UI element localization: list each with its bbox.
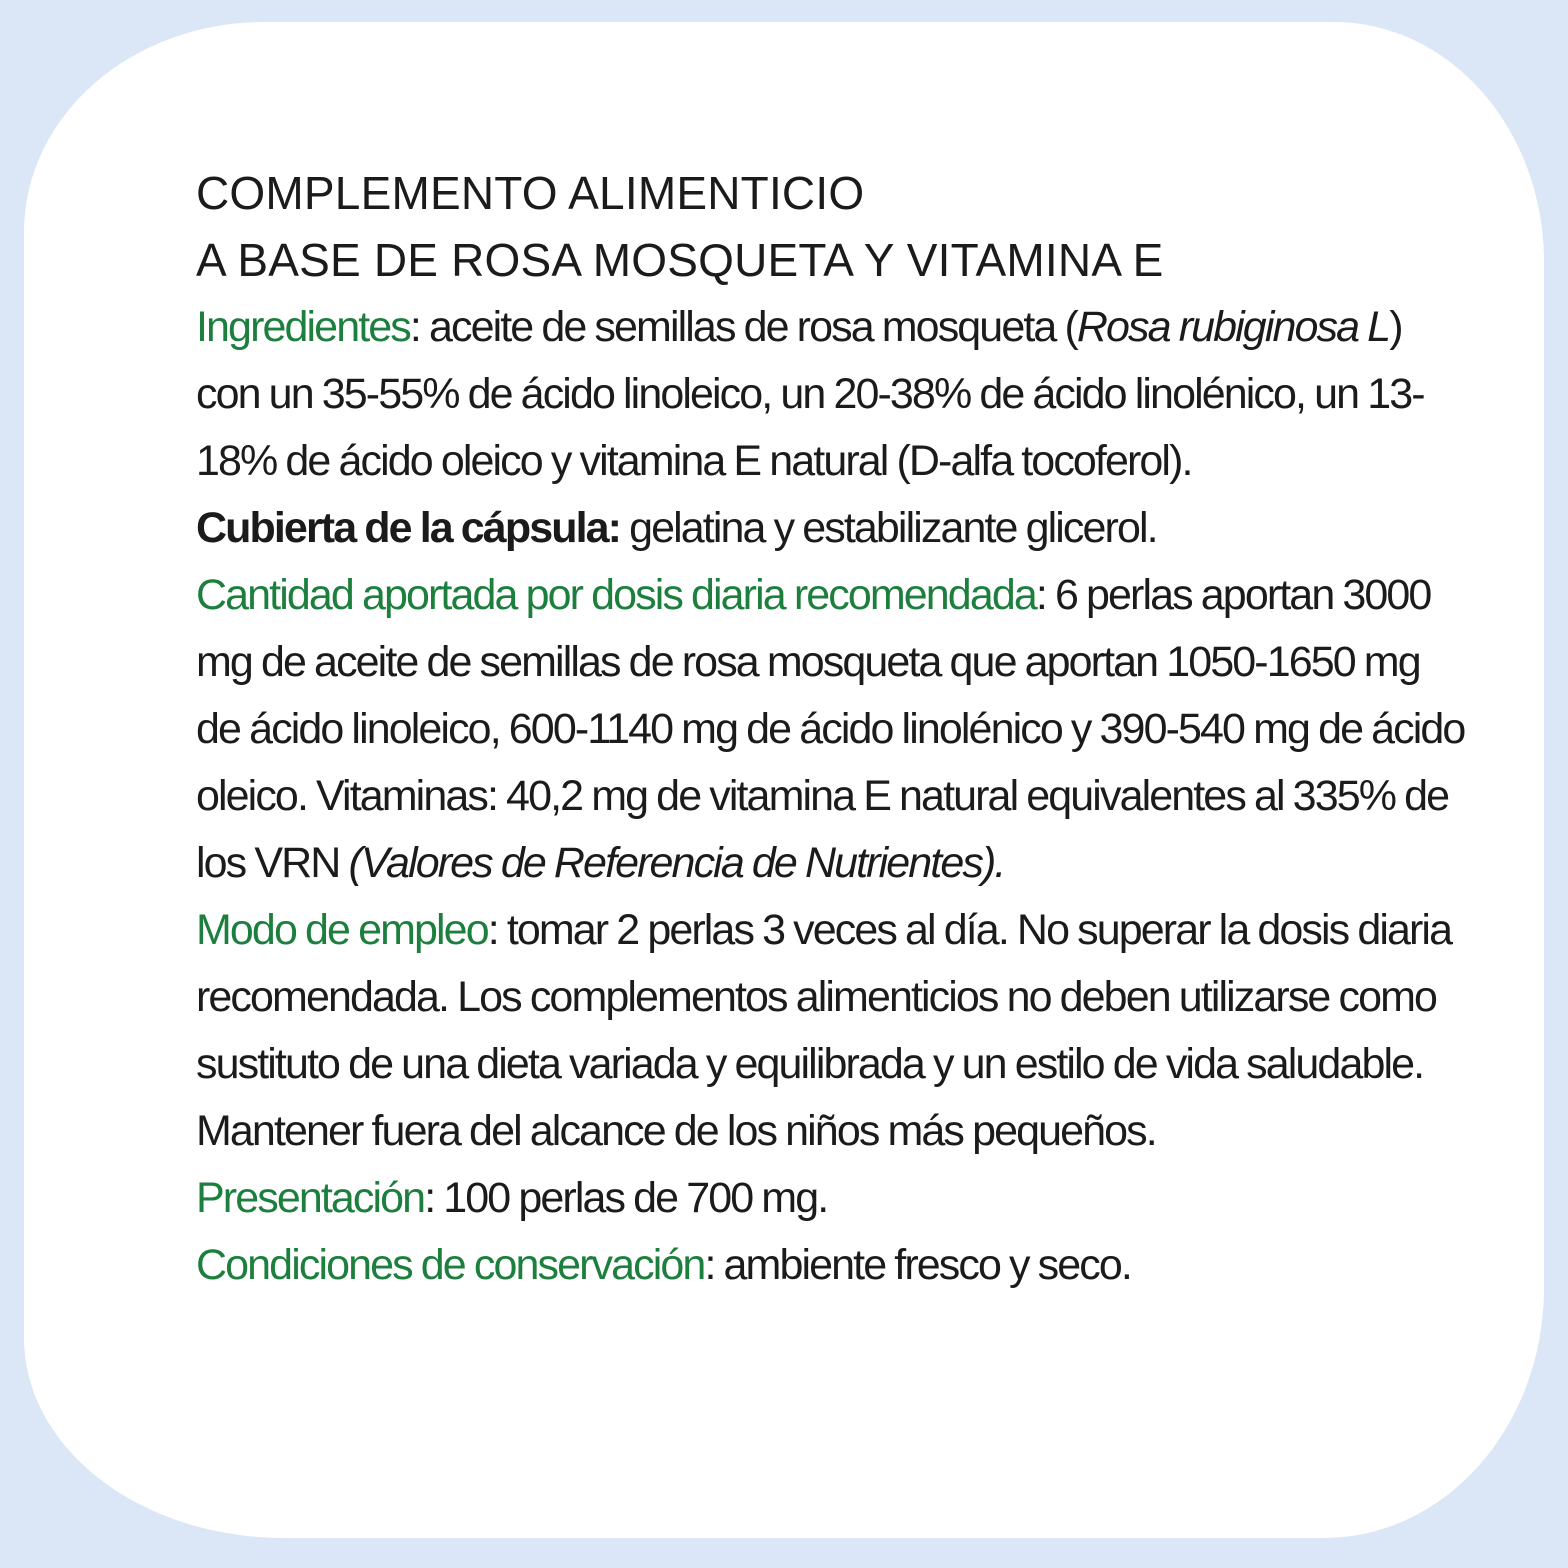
label-text-block: [196, 160, 1466, 1299]
presentation-text: 100 perlas de 700 mg.: [443, 1174, 828, 1222]
ingredients-heading: Ingredientes: [196, 303, 410, 351]
species-name: Rosa rubiginosa L: [1076, 303, 1390, 351]
storage-heading: Condiciones de conservación: [196, 1241, 705, 1289]
ingredients-paragraph: [196, 294, 1466, 495]
capsule-text: gelatina y estabilizante glicerol.: [620, 504, 1157, 552]
ingredients-text-2: ) con un 35-55% de ácido linoleico, un 20-38% de ácido linolénico, un 13-18% de ácido oleico y vitamina E natural (D-alfa tocoferol).: [196, 303, 1424, 485]
dose-paragraph: [196, 562, 1466, 897]
dose-sep: :: [1035, 571, 1055, 619]
storage-text: ambiente fresco y seco.: [723, 1241, 1131, 1289]
capsule-heading: Cubierta de la cápsula:: [196, 504, 621, 552]
dose-heading: Cantidad aportada por dosis diaria recomendada: [196, 571, 1036, 619]
storage-sep: :: [704, 1241, 724, 1289]
presentation-heading: Presentación: [196, 1174, 425, 1222]
storage-paragraph: [196, 1232, 1466, 1299]
dose-text: 6 perlas aportan 3000 mg de aceite de semillas de rosa mosqueta que aportan 1050-1650 mg de ácido linoleico, 600-1140 mg de ácido linolénico y 390-540 mg de ácido oleico. Vitaminas: 40,2 mg de vitamina E natural equivalentes al 335% de los VRN: [196, 571, 1465, 887]
product-title: [196, 160, 1466, 294]
capsule-paragraph: [196, 495, 1466, 562]
presentation-paragraph: [196, 1165, 1466, 1232]
ingredients-text-1: aceite de semillas de rosa mosqueta (: [428, 303, 1077, 351]
vrn-note: (Valores de Referencia de Nutrientes).: [348, 839, 1005, 887]
title-line-2: A BASE DE ROSA MOSQUETA Y VITAMINA E: [196, 234, 1164, 286]
label-card: [24, 22, 1544, 1538]
usage-text: tomar 2 perlas 3 veces al día. No superar la dosis diaria recomendada. Los complementos alimenticios no deben utilizarse como sustituto de una dieta variada y equilibrada y un estilo de vida saludable. Mantener fuera del alcance de los niños más pequeños.: [196, 906, 1452, 1155]
usage-paragraph: [196, 897, 1466, 1165]
title-line-1: COMPLEMENTO ALIMENTICIO: [196, 167, 865, 219]
ingredients-sep: :: [409, 303, 429, 351]
presentation-sep: :: [424, 1174, 444, 1222]
usage-sep: :: [487, 906, 507, 954]
usage-heading: Modo de empleo: [196, 906, 488, 954]
